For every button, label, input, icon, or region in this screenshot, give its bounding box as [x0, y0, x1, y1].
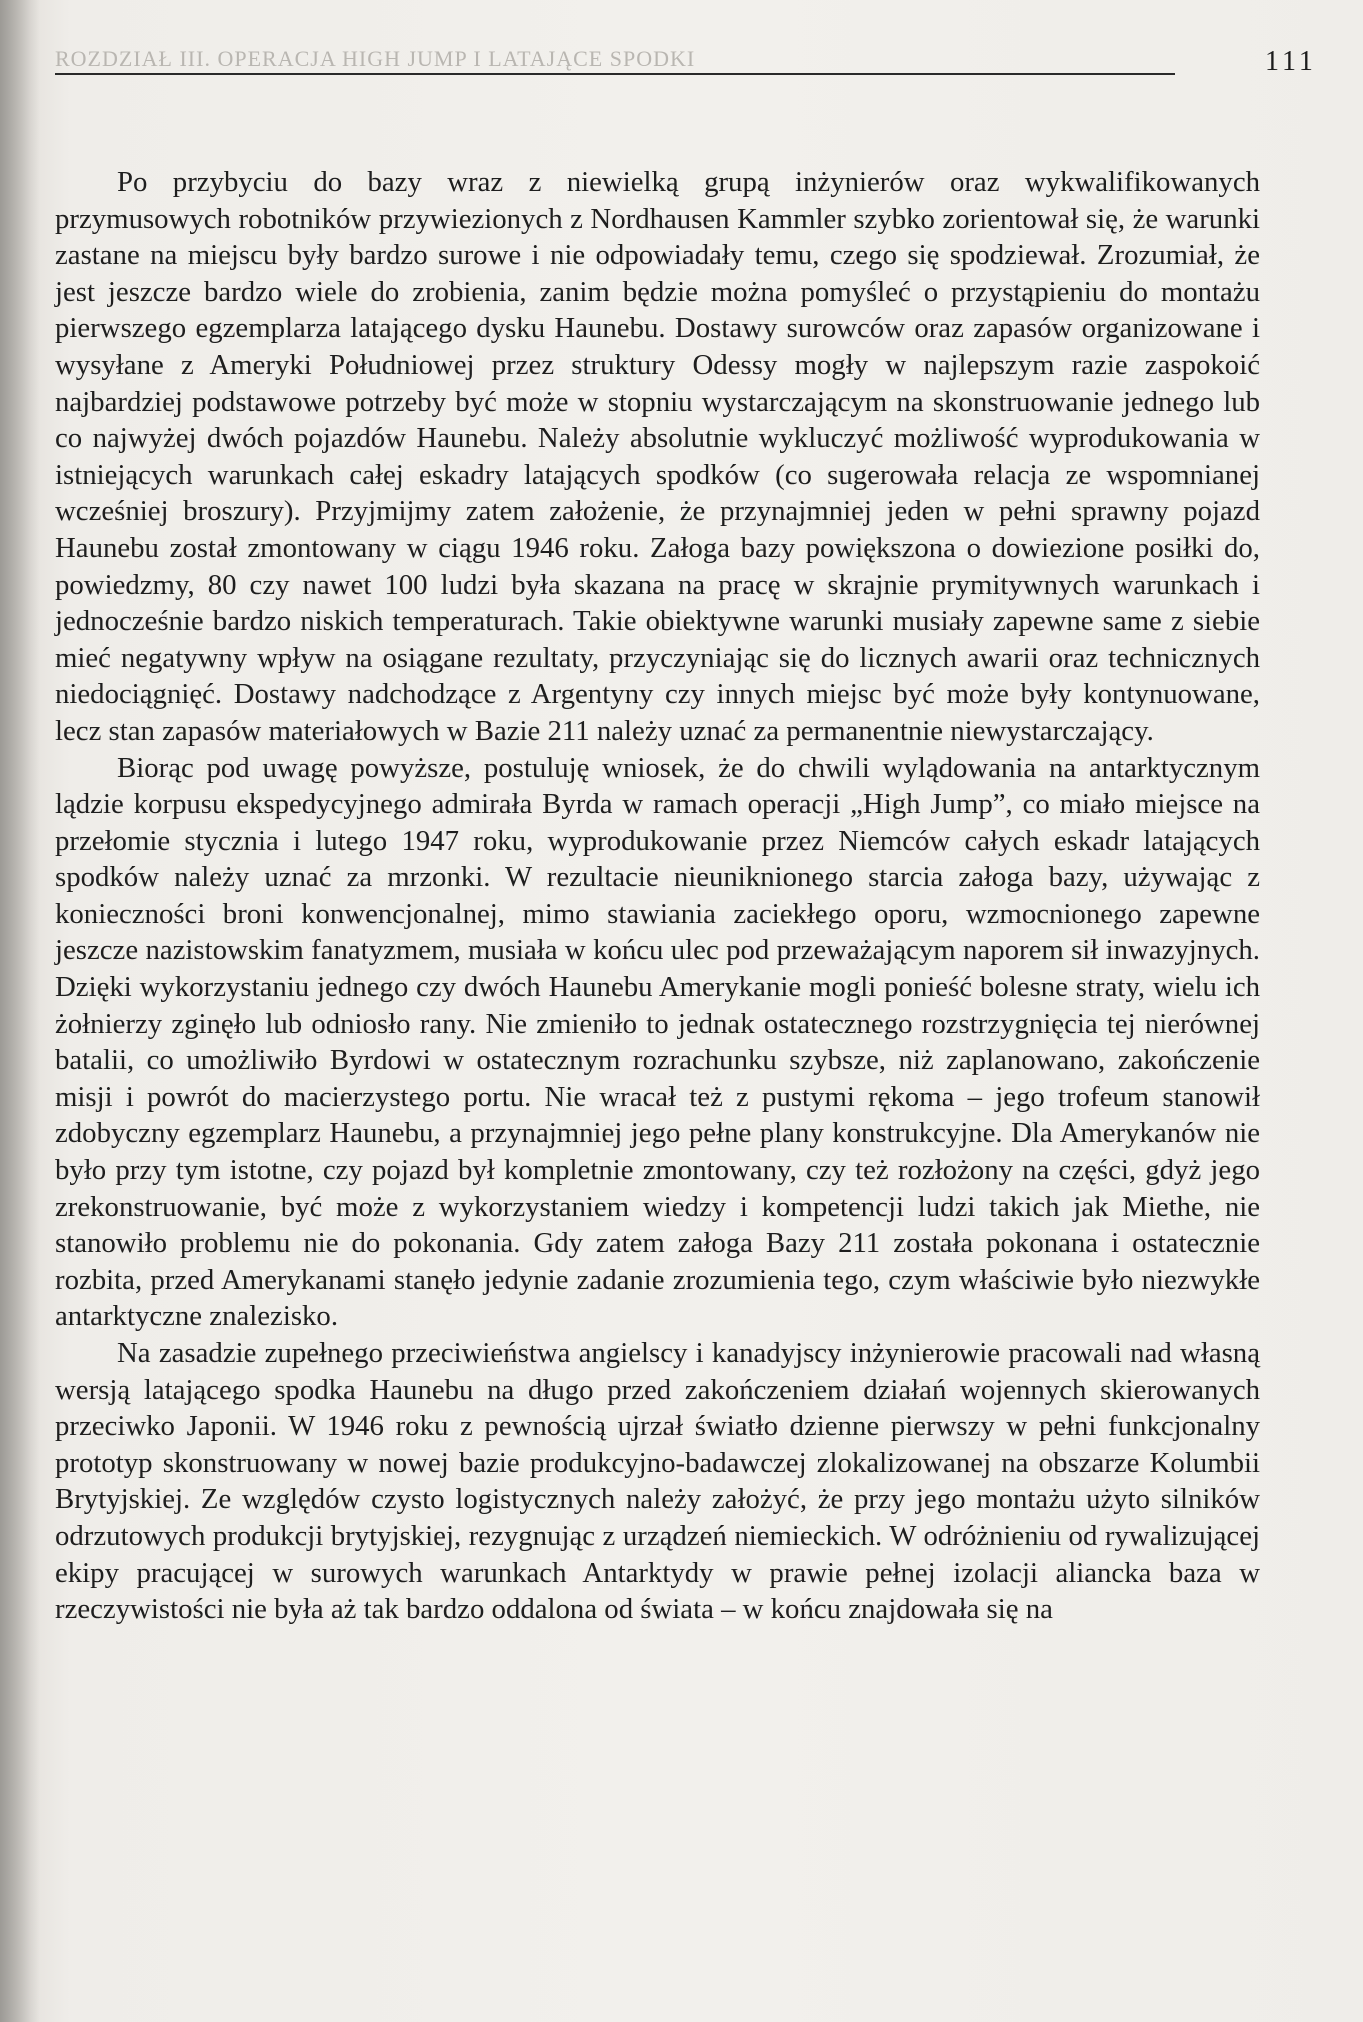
header-rule: [55, 73, 1175, 75]
running-header: [55, 40, 1317, 80]
paragraph-2: Biorąc pod uwagę powyższe, postuluję wniosek, że do chwili wylądowania na antarktycznym lądzie korpusu ekspedycyjnego admirała Byrda w ramach operacji „High Jump”, co miało miejsce na przełomie stycznia i lutego 1947 roku, wyprodukowanie przez Niemców całych eskadr latających spodków należy uznać za mrzonki. W rezultacie nieuniknionego starcia załoga bazy, używając z konieczności broni konwencjonalnej, mimo stawiania zaciekłego oporu, wzmocnionego zapewne jeszcze nazistowskim fanatyzmem, musiała w końcu ulec pod przeważającym naporem sił inwazyjnych. Dzięki wykorzystaniu jednego czy dwóch Haunebu Amerykanie mogli ponieść bolesne straty, wielu ich żołnierzy zginęło lub odniosło rany. Nie zmieniło to jednak ostatecznego rozstrzygnięcia tej nierównej batalii, co umożliwiło Byrdowi w ostatecznym rozrachunku szybsze, niż zaplanowano, zakończenie misji i powrót do macierzystego portu. Nie wracał też z pustymi rękoma – jego trofeum stanowił zdobyczny egzemplarz Haunebu, a przynajmniej jego pełne plany konstrukcyjne. Dla Amerykanów nie było przy tym istotne, czy pojazd był kompletnie zmontowany, czy też rozłożony na części, gdyż jego zrekonstruowanie, być może z wykorzystaniem wiedzy i kompetencji ludzi takich jak Miethe, nie stanowiło problemu nie do pokonania. Gdy zatem załoga Bazy 211 została pokonana i ostatecznie rozbita, przed Amerykanami stanęło jedynie zadanie zrozumienia tego, czym właściwie było niezwykłe antarktyczne znalezisko.: [55, 751, 1260, 1333]
page-number: 111: [1265, 46, 1317, 77]
spine-shadow: [0, 0, 40, 2022]
paragraph-3: Na zasadzie zupełnego przeciwieństwa angielscy i kanadyjscy inżynierowie pracowali nad własną wersją latającego spodka Haunebu na długo przed zakończeniem działań wojennych skierowanych przeciwko Japonii. W 1946 roku z pewnością ujrzał światło dzienne pierwszy w pełni funkcjonalny prototyp skonstruowany w nowej bazie produkcyjno-badawczej zlokalizowanej na obszarze Kolumbii Brytyjskiej. Ze względów czysto logistycznych należy założyć, że przy jego montażu użyto silników odrzutowych produkcji brytyjskiej, rezygnując z urządzeń niemieckich. W odróżnieniu od rywalizującej ekipy pracującej w surowych warunkach Antarktydy w prawie pełnej izolacji aliancka baza w rzeczywistości nie była aż tak bardzo oddalona od świata – w końcu znajdowała się na: [55, 1337, 1260, 1626]
paragraph-1: Po przybyciu do bazy wraz z niewielką grupą inżynierów oraz wykwalifikowanych przymusowych robotników przywiezionych z Nordhausen Kammler szybko zorientował się, że warunki zastane na miejscu były bardzo surowe i nie odpowiadały temu, czego się spodziewał. Zrozumiał, że jest jeszcze bardzo wiele do zrobienia, zanim będzie można pomyśleć o przystąpieniu do montażu pierwszego egzemplarza latającego dysku Haunebu. Dostawy surowców oraz zapasów organizowane i wysyłane z Ameryki Południowej przez struktury Odessy mogły w najlepszym razie zaspokoić najbardziej podstawowe potrzeby być może w stopniu wystarczającym na skonstruowanie jednego lub co najwyżej dwóch pojazdów Haunebu. Należy absolutnie wykluczyć możliwość wyprodukowania w istniejących warunkach całej eskadry latających spodków (co sugerowała relacja ze wspomnianej wcześniej broszury). Przyjmijmy zatem założenie, że przynajmniej jeden w pełni sprawny pojazd Haunebu został zmontowany w ciągu 1946 roku. Załoga bazy powiększona o dowiezione posiłki do, powiedzmy, 80 czy nawet 100 ludzi była skazana na pracę w skrajnie prymitywnych warunkach i jednocześnie bardzo niskich temperaturach. Takie obiektywne warunki musiały zapewne same z siebie mieć negatywny wpływ na osiągane rezultaty, przyczyniając się do licznych awarii oraz technicznych niedociągnięć. Dostawy nadchodzące z Argentyny czy innych miejsc być może były kontynuowane, lecz stan zapasów materiałowych w Bazie 211 należy uznać za permanentnie niewystarczający.: [55, 166, 1260, 747]
body-text: [55, 164, 1260, 1628]
running-title: ROZDZIAŁ III. OPERACJA HIGH JUMP I LATAJĄCE SPODKI: [55, 46, 696, 71]
